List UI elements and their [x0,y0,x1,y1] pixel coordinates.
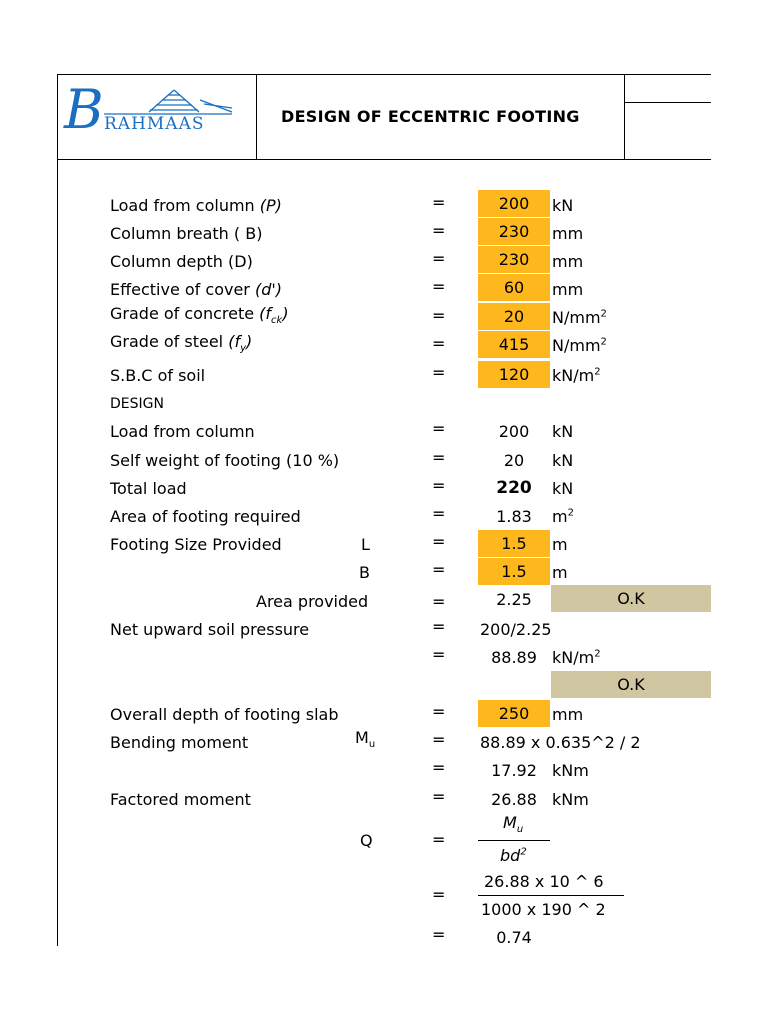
q-denominator-symbol: $bd^2$ [500,846,527,865]
header-left-border [57,74,58,946]
overall-depth-unit: mm [552,705,584,724]
input-value-concrete[interactable]: 20 [478,303,550,330]
design-load-unit: kN [552,422,574,441]
bending-moment-expression: 88.89 x 0.635^2 / 2 [480,733,641,752]
input-label-load: Load from column (P) [110,196,282,215]
equals-sign: = [432,532,446,551]
equals-sign: = [432,702,446,721]
equals-sign: = [432,476,446,495]
equals-sign: = [432,448,446,467]
total-load-unit: kN [552,479,574,498]
self-weight-value: 20 [503,451,525,470]
input-label-col-breath: Column breath ( B) [110,224,263,243]
input-label-sbc: S.B.C of soil [110,366,206,385]
input-unit-concrete: $N/mm^2$ [552,308,607,327]
factored-moment-value: 26.88 [491,790,537,809]
footing-length-input[interactable]: 1.5 [478,530,550,557]
input-unit-steel: $N/mm^2$ [552,336,607,355]
design-load-label: Load from column [110,422,255,441]
input-value-steel[interactable]: 415 [478,331,550,358]
area-provided-value: 2.25 [496,590,532,609]
input-label-col-depth: Column depth (D) [110,252,253,271]
q-numerator-symbol: $M_u$ [503,813,524,836]
net-pressure-unit: $kN/m^2$ [552,648,601,667]
equals-sign: = [432,885,446,904]
input-value-sbc[interactable]: 120 [478,361,550,388]
self-weight-unit: kN [552,451,574,470]
equals-sign: = [432,830,446,849]
input-value-col-depth[interactable]: 230 [478,246,550,273]
footing-size-label: Footing Size Provided [110,535,282,554]
input-label-concrete: Grade of concrete $(f_{ck})$ [110,304,289,327]
factored-moment-label: Factored moment [110,790,251,809]
bending-moment-unit: kNm [552,761,589,780]
company-logo [64,78,244,152]
footing-length-unit: m [552,535,568,554]
logo-letter: B [64,78,104,141]
equals-sign: = [432,560,446,579]
q-values-fraction-line [478,895,624,896]
input-value-col-breath[interactable]: 230 [478,218,550,245]
input-value-load[interactable]: 200 [478,190,550,217]
equals-sign: = [432,306,446,325]
logo-text: RAHMAAS [104,114,205,134]
factored-moment-unit: kNm [552,790,589,809]
q-label: Q [360,831,373,850]
equals-sign: = [432,334,446,353]
equals-sign: = [432,730,446,749]
overall-depth-input[interactable]: 250 [478,700,550,727]
equals-sign: = [432,419,446,438]
area-required-label: Area of footing required [110,507,301,526]
header-bottom-border [57,159,711,160]
area-required-unit: $m^2$ [552,507,574,526]
equals-sign: = [432,787,446,806]
input-label-cover: Effective of cover (d') [110,280,283,299]
input-unit-load: kN [552,196,574,215]
header-right-mid-line [624,102,711,103]
input-label-steel: Grade of steel $(f_y)$ [110,332,253,355]
q-denominator-values: 1000 x 190 ^ 2 [481,900,606,919]
q-fraction-line [478,840,550,841]
bending-moment-symbol: $M_u$ [355,728,376,751]
self-weight-label: Self weight of footing (10 %) [110,451,340,470]
equals-sign: = [432,925,446,944]
footing-breadth-input[interactable]: 1.5 [478,558,550,585]
footing-size-B-label: B [359,563,370,582]
equals-sign: = [432,645,446,664]
equals-sign: = [432,758,446,777]
q-numerator-values: 26.88 x 10 ^ 6 [484,872,604,891]
total-load-label: Total load [110,479,187,498]
section-design-heading: DESIGN [110,396,164,412]
header-divider-2 [624,74,625,160]
overall-depth-label: Overall depth of footing slab [110,705,339,724]
input-unit-sbc: $kN/m^2$ [552,366,601,385]
equals-sign: = [432,617,446,636]
equals-sign: = [432,249,446,268]
footing-breadth-unit: m [552,563,568,582]
input-unit-col-depth: mm [552,252,584,271]
input-unit-cover: mm [552,280,584,299]
net-pressure-expression: 200/2.25 [480,620,552,639]
design-load-value: 200 [498,422,530,441]
input-unit-col-breath: mm [552,224,584,243]
pressure-ok-badge: O.K [551,671,711,698]
equals-sign: = [432,592,446,611]
equals-sign: = [432,504,446,523]
equals-sign: = [432,363,446,382]
equals-sign: = [432,277,446,296]
net-pressure-value: 88.89 [491,648,537,667]
area-ok-badge: O.K [551,585,711,612]
q-value: 0.74 [496,928,532,947]
equals-sign: = [432,221,446,240]
header-divider-1 [256,74,257,160]
page-title: DESIGN OF ECCENTRIC FOOTING [281,107,580,126]
header-top-border [57,74,711,75]
area-required-value: 1.83 [496,507,532,526]
area-provided-label: Area provided [256,592,369,611]
bending-moment-label: Bending moment [110,733,249,752]
total-load-value: 220 [496,478,532,498]
net-pressure-label: Net upward soil pressure [110,620,310,639]
footing-size-L-label: L [361,535,370,554]
equals-sign: = [432,193,446,212]
input-value-cover[interactable]: 60 [478,274,550,301]
bending-moment-value: 17.92 [491,761,537,780]
